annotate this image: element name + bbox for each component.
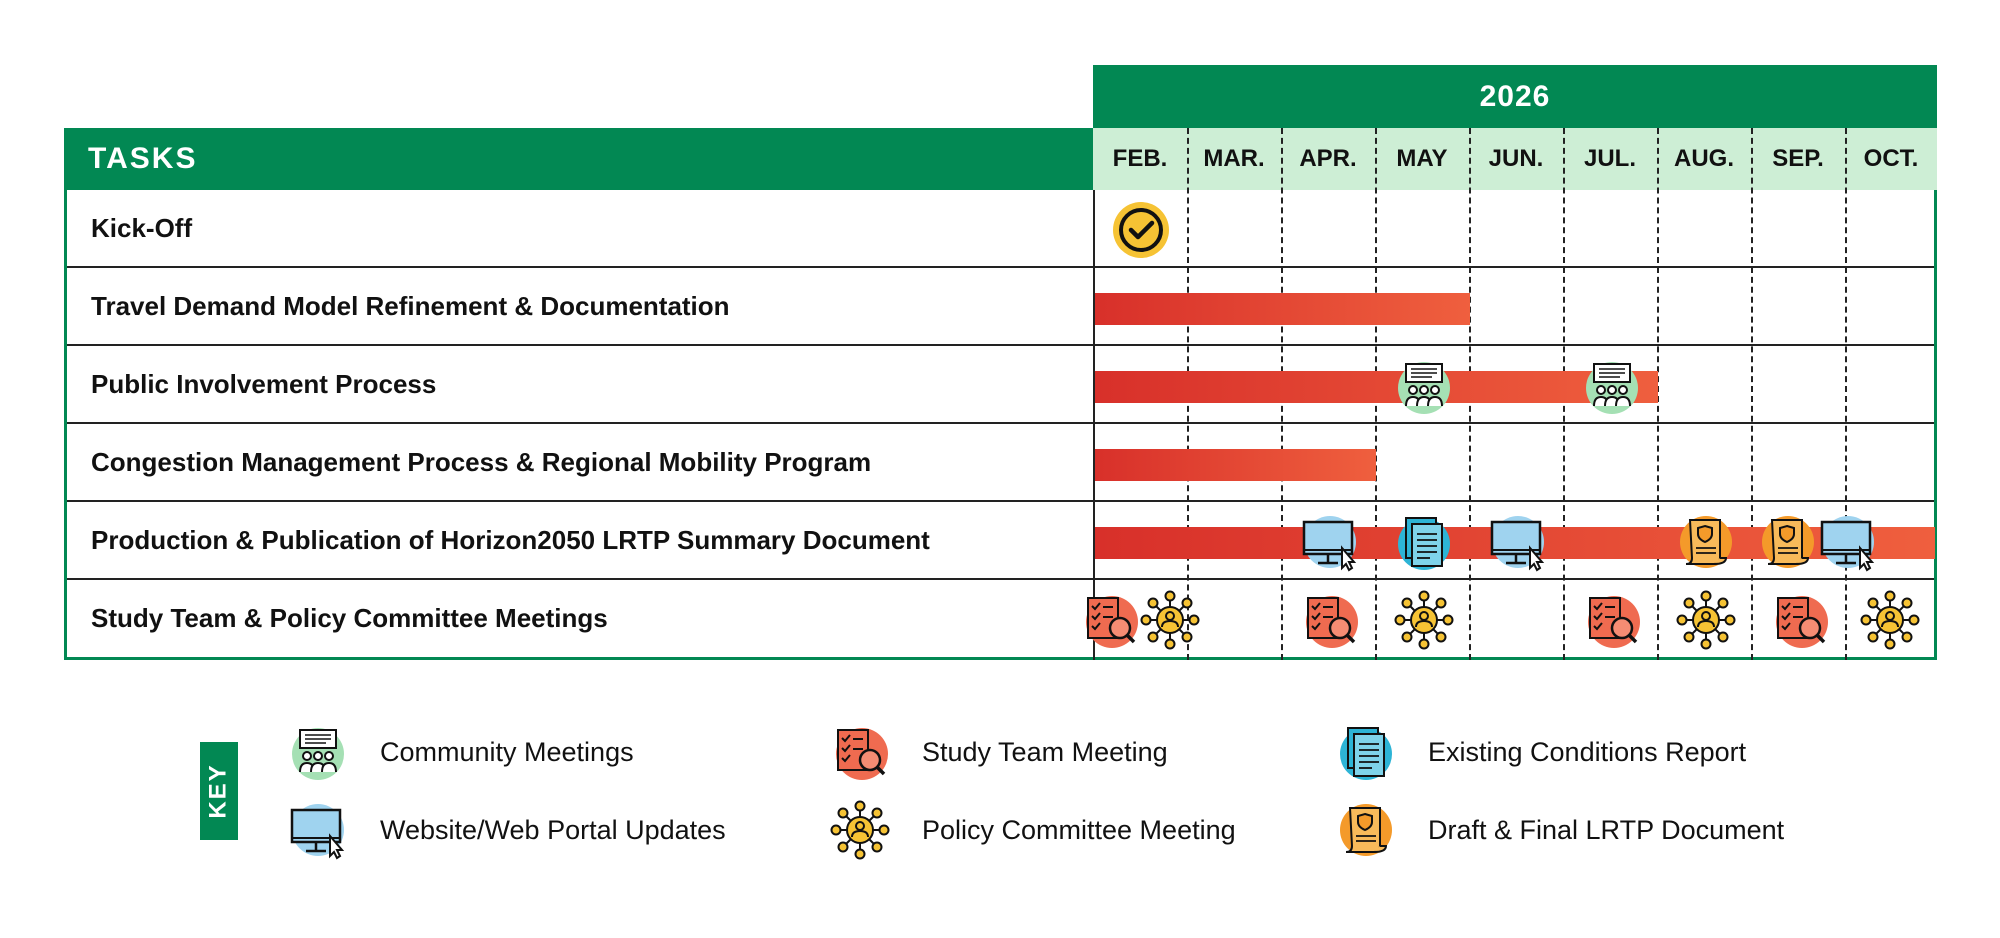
- kick-off-check-icon: [1111, 200, 1171, 260]
- month-header-row: [1093, 128, 1937, 190]
- month-mar: MAR.: [1187, 128, 1281, 190]
- task-row: [67, 580, 1934, 657]
- bar-public-involvement: [1095, 371, 1658, 403]
- task-row: [67, 424, 1934, 502]
- month-divider: [1751, 128, 1753, 660]
- website-updates-icon: [1300, 512, 1360, 572]
- key-item-website-updates: [288, 800, 726, 860]
- task-label: Public Involvement Process: [91, 368, 437, 399]
- key-item-policy-committee-meeting: [830, 800, 1236, 860]
- existing-conditions-report-icon: [1394, 512, 1454, 572]
- study-team-meeting-icon: [1080, 590, 1140, 650]
- key-item-label: Existing Conditions Report: [1428, 736, 1747, 767]
- website-updates-icon: [1818, 512, 1878, 572]
- task-label: Kick-Off: [91, 212, 193, 243]
- key-item-label: Website/Web Portal Updates: [380, 814, 726, 845]
- draft-final-lrtp-icon: [1336, 800, 1396, 860]
- task-label: Congestion Management Process & Regional Mobility Program: [91, 446, 872, 477]
- month-divider: [1845, 128, 1847, 660]
- community-meetings-icon: [1394, 356, 1454, 416]
- tasks-header: TASKS: [64, 128, 1094, 190]
- community-meetings-icon: [288, 722, 348, 782]
- policy-committee-meeting-icon: [830, 800, 890, 860]
- study-team-meeting-icon: [1770, 590, 1830, 650]
- key-item-community-meetings: [288, 722, 634, 782]
- policy-committee-meeting-icon: [1860, 590, 1920, 650]
- task-label: Study Team & Policy Committee Meetings: [91, 603, 608, 633]
- key-title: KEY: [205, 763, 233, 819]
- month-may: MAY: [1375, 128, 1469, 190]
- study-team-meeting-icon: [830, 722, 890, 782]
- month-sep: SEP.: [1751, 128, 1845, 190]
- month-apr: APR.: [1281, 128, 1375, 190]
- policy-committee-meeting-icon: [1676, 590, 1736, 650]
- study-team-meeting-icon: [1300, 590, 1360, 650]
- community-meetings-icon: [1582, 356, 1642, 416]
- key-label-box: [200, 742, 238, 840]
- bar-congestion-management: [1095, 449, 1376, 481]
- draft-final-lrtp-icon: [1676, 512, 1736, 572]
- month-jun: JUN.: [1469, 128, 1563, 190]
- key-item-existing-conditions-report: [1336, 722, 1746, 782]
- month-oct: OCT.: [1845, 128, 1937, 190]
- policy-committee-meeting-icon: [1394, 590, 1454, 650]
- year-header: 2026: [1093, 65, 1937, 129]
- key-item-label: Draft & Final LRTP Document: [1428, 814, 1785, 845]
- draft-final-lrtp-icon: [1758, 512, 1818, 572]
- policy-committee-meeting-icon: [1140, 590, 1200, 650]
- key-item-label: Policy Committee Meeting: [922, 814, 1236, 845]
- key-item-label: Study Team Meeting: [922, 736, 1168, 767]
- task-label: Travel Demand Model Refinement & Documentation: [91, 290, 730, 321]
- task-row: [67, 268, 1934, 346]
- bar-travel-demand: [1095, 293, 1470, 325]
- study-team-meeting-icon: [1582, 590, 1642, 650]
- website-updates-icon: [288, 800, 348, 860]
- website-updates-icon: [1488, 512, 1548, 572]
- existing-conditions-report-icon: [1336, 722, 1396, 782]
- task-label: Production & Publication of Horizon2050 LRTP Summary Document: [91, 524, 930, 555]
- month-aug: AUG.: [1657, 128, 1751, 190]
- key-item-study-team-meeting: [830, 722, 1168, 782]
- month-feb: FEB.: [1093, 128, 1187, 190]
- task-row: [67, 190, 1934, 268]
- key-item-label: Community Meetings: [380, 736, 634, 767]
- key-item-draft-final-lrtp: [1336, 800, 1784, 860]
- month-jul: JUL.: [1563, 128, 1657, 190]
